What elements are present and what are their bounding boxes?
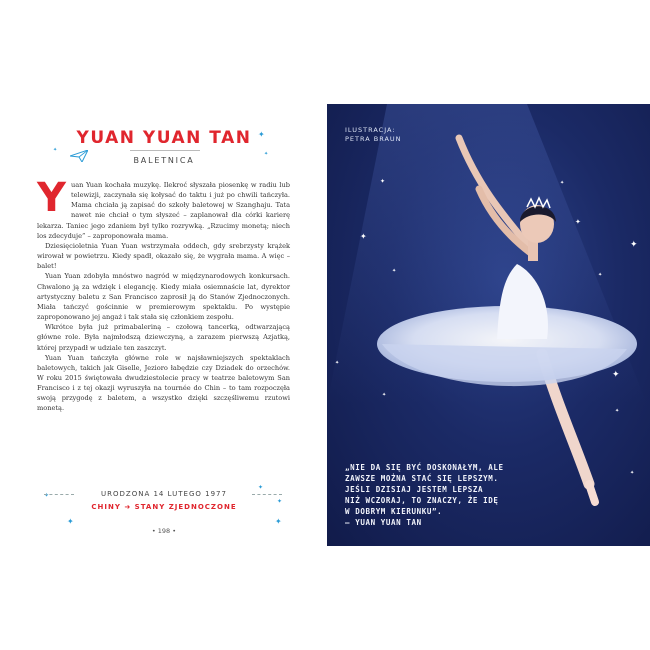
- quote-line: JEŚLI DZISIAJ JESTEM LEPSZA: [345, 485, 484, 494]
- paragraph: Yuan Yuan zdobyła mnóstwo nagród w międzynarodowych konkursach. Chwalono ją za wdzięk i elegancję. Kiedy miała osiemnaście lat, dyrektor artystyczny baletu z San Francisco zaprosił ją do Stanów Zjednoczonych. Miała tańczyć gościnnie w premierowym spektaklu. Po występie zaproponowano jej angaż i tak stała się członkiem zespołu.: [37, 272, 290, 322]
- countries: [64, 503, 264, 511]
- sparkle-icon: ✦: [264, 151, 269, 157]
- star-icon: ✦: [382, 392, 387, 398]
- star-icon: ✦: [560, 180, 565, 186]
- star-icon: ✦: [335, 360, 340, 366]
- quote-line: NIŻ WCZORAJ, TO ZNACZY, ŻE IDĘ: [345, 496, 499, 505]
- quote-line: „NIE DA SIĘ BYĆ DOSKONAŁYM, ALE: [345, 463, 504, 472]
- star-icon: ✦: [630, 240, 638, 250]
- sparkle-icon: ✦: [258, 484, 264, 491]
- quote: [345, 462, 525, 528]
- page-number: • 198 •: [151, 527, 177, 535]
- sparkle-icon: ✦: [53, 147, 58, 153]
- title-divider: [130, 150, 200, 151]
- paragraph: Wkrótce była już primabaleriną – czołową tancerką, odtwarzającą główne role. Była najmłodszą dziewczyną, a zarazem pierwszą Azjatką, której przypadł w udziale ten zaszczyt.: [37, 323, 290, 352]
- illustrator-credit: [345, 126, 402, 144]
- quote-line: ZAWSZE MOŻNA STAĆ SIĘ LEPSZYM.: [345, 474, 499, 483]
- star-icon: ✦: [612, 370, 620, 380]
- star-icon: ✦: [598, 272, 603, 278]
- sparkle-icon: ✦: [44, 492, 50, 499]
- sparkle-icon: ✦: [275, 517, 282, 526]
- biography-text: [37, 175, 290, 414]
- country-to: STANY ZJEDNOCZONE: [134, 503, 237, 511]
- star-icon: ✦: [360, 232, 367, 241]
- star-icon: ✦: [630, 470, 635, 476]
- paragraph: uan Yuan kochała muzykę. Ilekroć słyszała piosenkę w radiu lub telewizji, zaczynała się kołysać do taktu i już po chwili tańczyła. Mama chciała ją zapisać do szkoły baletowej w Szanghaju. Tata nawet nie chciał o tym słyszeć – zaplanował dla córki karierę lekarza. Taniec jego zdaniem był tylko rozrywką. „Rzucimy monetą; niech los zdecyduje” – zaproponowała mama.: [37, 181, 290, 240]
- paragraph: Yuan Yuan tańczyła główne role w najsławniejszych spektaklach baletowych, takich jak Giselle, Jezioro łabędzie czy Dziadek do orzechów. W roku 2015 świętowała dwudziestolecie pracy w teatrze baletowym San Francisco i z tej okazji wyruszyła na tournée do Chin – to tam rozpoczęła swoją przygodę z baletem, a wszystko dzięki szczęśliwemu rzutowi monetą.: [37, 353, 290, 413]
- page-title: YUAN YUAN TAN: [76, 128, 252, 148]
- star-icon: ✦: [575, 218, 581, 226]
- star-icon: ✦: [380, 178, 386, 185]
- sparkle-icon: ✦: [67, 517, 74, 526]
- star-icon: ✦: [615, 408, 620, 414]
- country-from: CHINY: [91, 503, 121, 511]
- quote-line: W DOBRYM KIERUNKU”.: [345, 507, 443, 516]
- illustration-label: ILUSTRACJA:: [345, 126, 396, 134]
- sparkle-icon: ✦: [277, 498, 283, 505]
- sparkle-icon: ✦: [258, 130, 265, 139]
- drop-cap: Y: [37, 175, 66, 221]
- paragraph: Dziesięcioletnia Yuan Yuan wstrzymała oddech, gdy srebrzysty krążek wirował w powietrzu. Kiedy spadł, okazało się, że wygrała mama. A więc – balet!: [37, 241, 290, 271]
- arrow-right-icon: ➜: [124, 503, 132, 511]
- illustrator-name: PETRA BRAUN: [345, 135, 402, 143]
- quote-author: – YUAN YUAN TAN: [345, 518, 422, 527]
- page-subtitle: BALETNICA: [133, 156, 195, 165]
- birth-date: URODZONA 14 LUTEGO 1977: [101, 490, 227, 498]
- star-icon: ✦: [392, 268, 397, 274]
